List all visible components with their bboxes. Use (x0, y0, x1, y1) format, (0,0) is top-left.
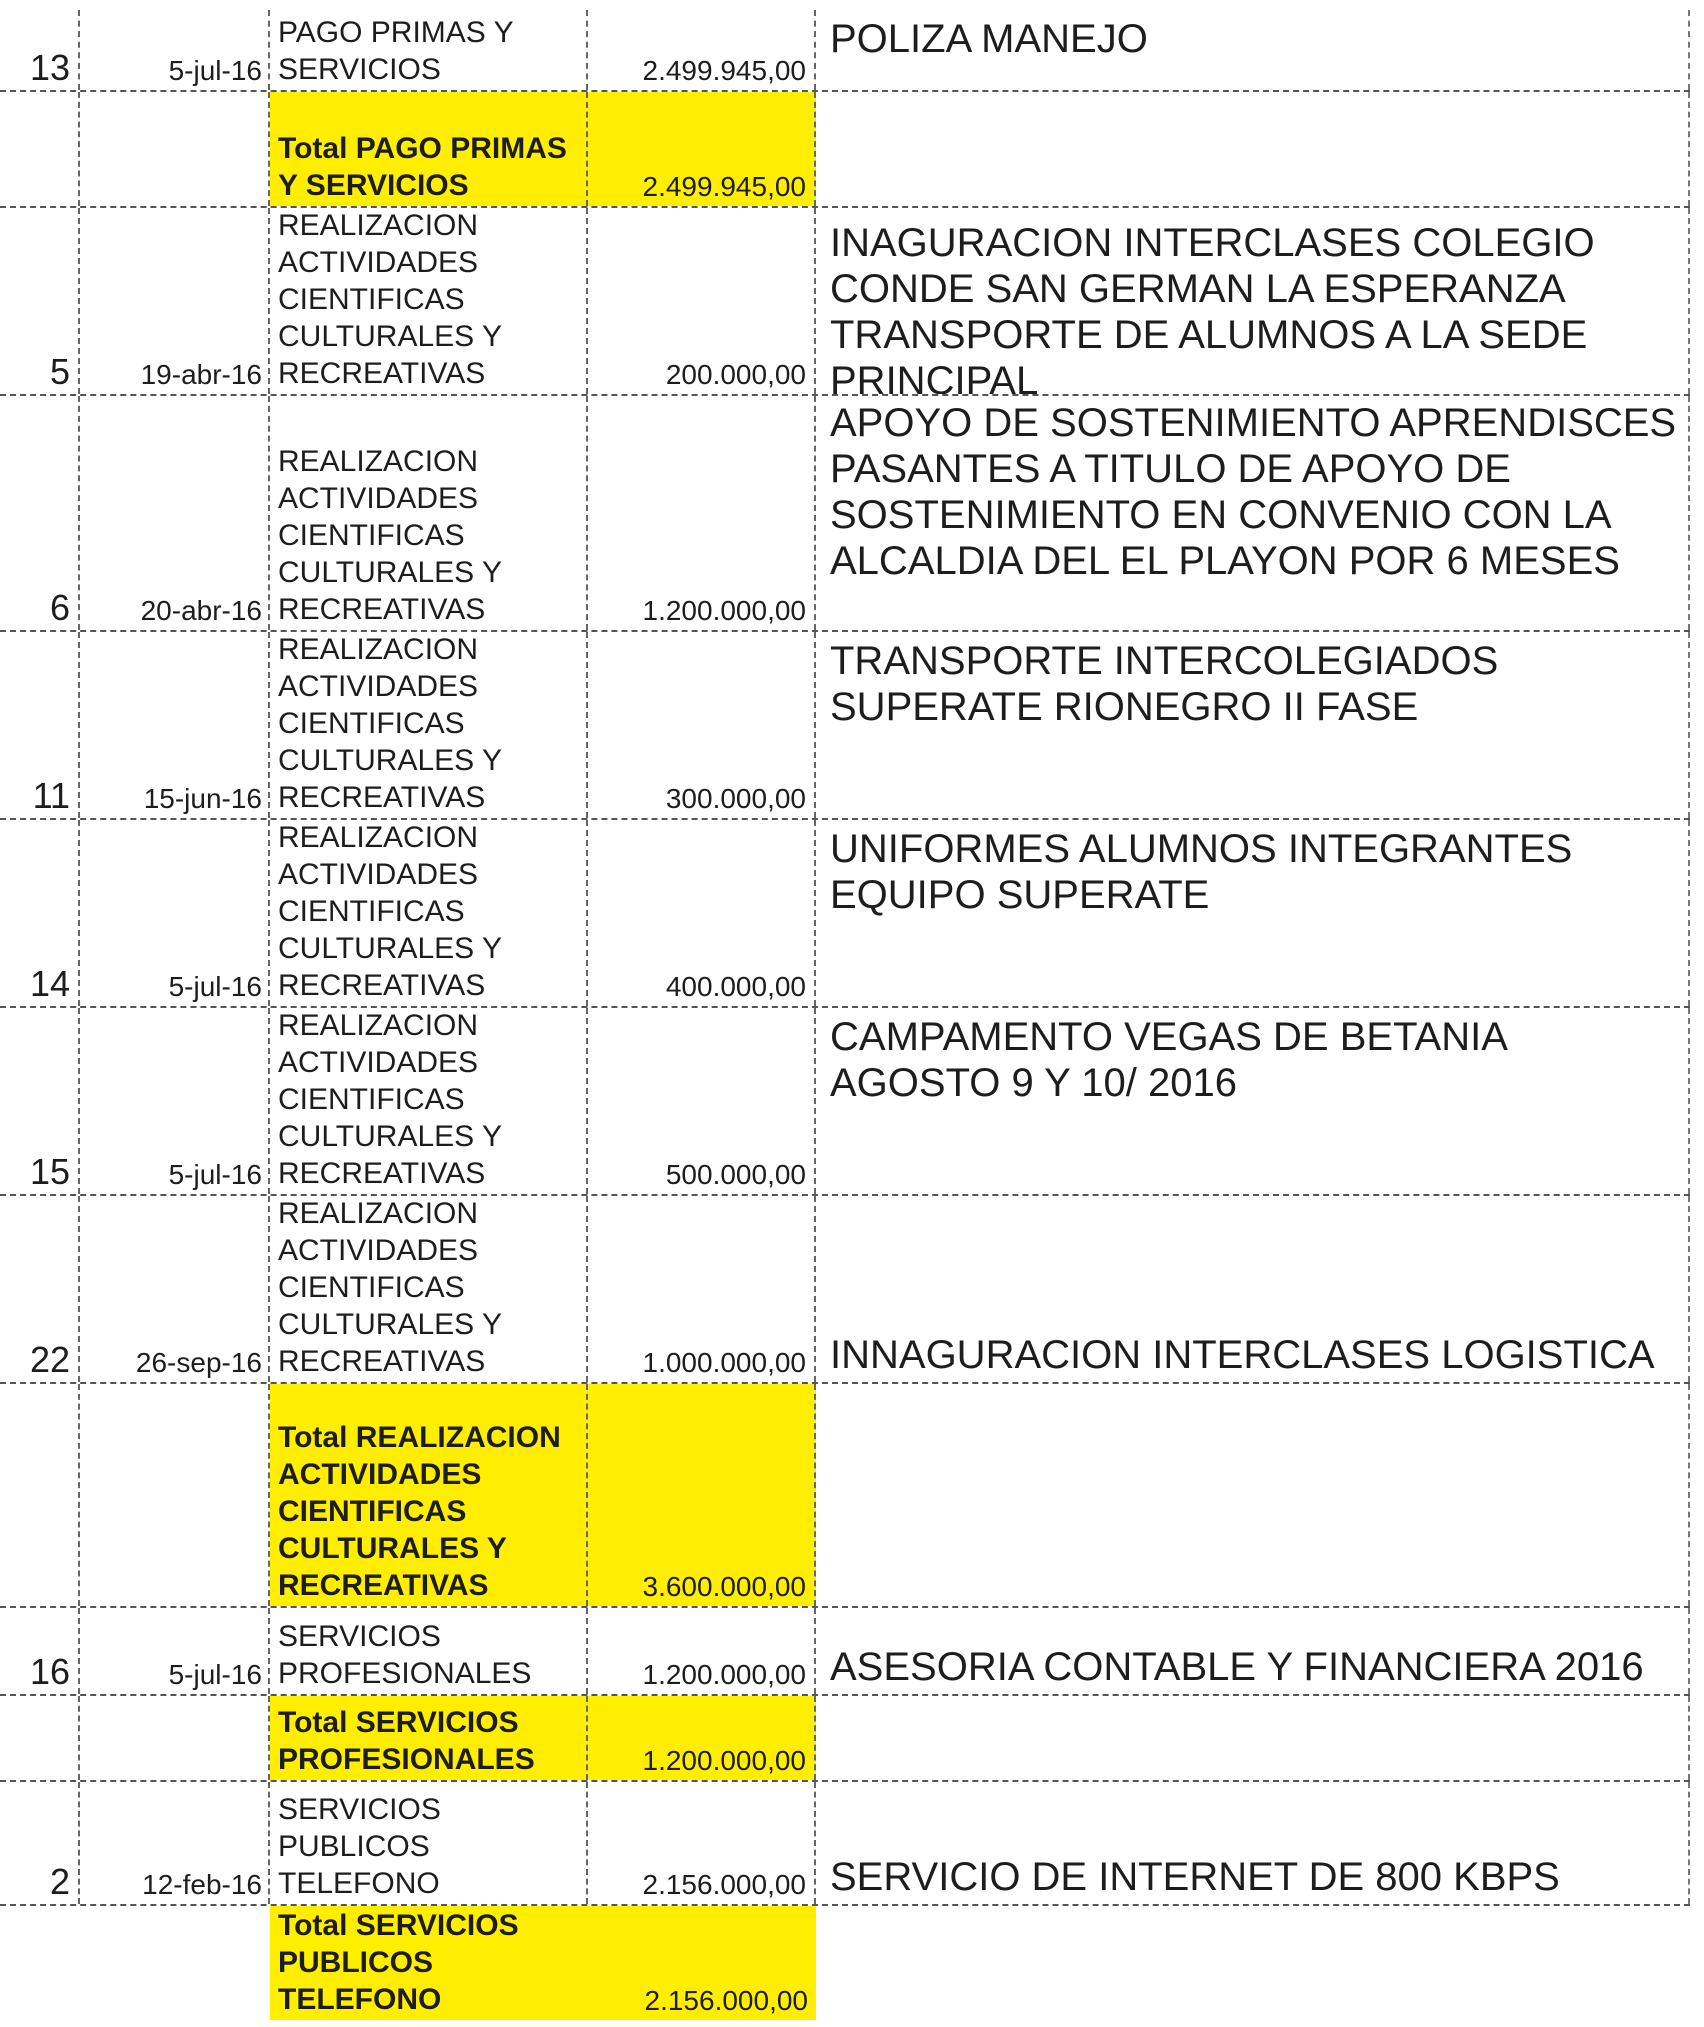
row-number: 5 (0, 208, 80, 394)
subtotal-amount: 3.600.000,00 (588, 1384, 816, 1606)
row-description: TRANSPORTE INTERCOLEGIADOS SUPERATE RIONEGRO II FASE (816, 632, 1690, 818)
row-concept: SERVICIOS PUBLICOS TELEFONO (270, 1782, 588, 1904)
row-amount: 2.156.000,00 (588, 1782, 816, 1904)
row-number: 13 (0, 10, 80, 90)
row-date: 5-jul-16 (80, 1608, 270, 1694)
row-amount: 500.000,00 (588, 1008, 816, 1194)
row-number: 11 (0, 632, 80, 818)
row-description (816, 92, 1690, 206)
row-description: POLIZA MANEJO (816, 10, 1690, 90)
row-date (80, 1384, 270, 1606)
row-number: 16 (0, 1608, 80, 1694)
row-description: INNAGURACION INTERCLASES LOGISTICA (816, 1196, 1690, 1382)
row-concept: REALIZACION ACTIVIDADES CIENTIFICAS CULTURALES Y RECREATIVAS (270, 632, 588, 818)
row-description (816, 1384, 1690, 1606)
row-description: ASESORIA CONTABLE Y FINANCIERA 2016 (816, 1608, 1690, 1694)
ledger-row (0, 1008, 1690, 1194)
row-date: 19-abr-16 (80, 208, 270, 394)
row-amount: 400.000,00 (588, 820, 816, 1006)
row-description: SERVICIO DE INTERNET DE 800 KBPS (816, 1782, 1690, 1904)
subtotal-label: Total REALIZACION ACTIVIDADES CIENTIFICAS CULTURALES Y RECREATIVAS (270, 1384, 588, 1606)
row-description: APOYO DE SOSTENIMIENTO APRENDISCES PASANTES A TITULO DE APOYO DE SOSTENIMIENTO EN CONVENIO CON LA ALCALDIA DEL EL PLAYON POR 6 MESES (816, 396, 1690, 630)
subtotal-label: Total PAGO PRIMAS Y SERVICIOS (270, 92, 588, 206)
row-concept: REALIZACION ACTIVIDADES CIENTIFICAS CULTURALES Y RECREATIVAS (270, 820, 588, 1006)
row-concept: PAGO PRIMAS Y SERVICIOS (270, 10, 588, 90)
row-number: 2 (0, 1782, 80, 1904)
row-amount: 1.200.000,00 (588, 396, 816, 630)
subtotal-amount: 2.499.945,00 (588, 92, 816, 206)
row-description: CAMPAMENTO VEGAS DE BETANIA AGOSTO 9 Y 10/ 2016 (816, 1008, 1690, 1194)
row-number (0, 92, 80, 206)
row-date (80, 1696, 270, 1780)
ledger-row (0, 10, 1690, 90)
row-date: 5-jul-16 (80, 1008, 270, 1194)
row-concept: REALIZACION ACTIVIDADES CIENTIFICAS CULTURALES Y RECREATIVAS (270, 1008, 588, 1194)
row-amount: 1.000.000,00 (588, 1196, 816, 1382)
row-date: 5-jul-16 (80, 820, 270, 1006)
row-number: 22 (0, 1196, 80, 1382)
subtotal-amount: 2.156.000,00 (588, 1906, 816, 2020)
subtotal-amount: 1.200.000,00 (588, 1696, 816, 1780)
ledger-row (0, 632, 1690, 818)
row-number: 6 (0, 396, 80, 630)
row-amount: 1.200.000,00 (588, 1608, 816, 1694)
row-concept: REALIZACION ACTIVIDADES CIENTIFICAS CULTURALES Y RECREATIVAS (270, 1196, 588, 1382)
ledger-row (0, 1196, 1690, 1382)
subtotal-row (0, 1384, 1690, 1606)
subtotal-row (0, 1906, 1690, 2020)
ledger-row (0, 1782, 1690, 1904)
ledger-row (0, 1608, 1690, 1694)
row-number (0, 1696, 80, 1780)
row-date: 5-jul-16 (80, 10, 270, 90)
row-number: 14 (0, 820, 80, 1006)
row-description (816, 1696, 1690, 1780)
row-description: INAGURACION INTERCLASES COLEGIO CONDE SAN GERMAN LA ESPERANZA TRANSPORTE DE ALUMNOS A LA SEDE PRINCIPAL (816, 208, 1690, 394)
ledger-row (0, 208, 1690, 394)
row-concept: REALIZACION ACTIVIDADES CIENTIFICAS CULTURALES Y RECREATIVAS (270, 396, 588, 630)
row-concept: REALIZACION ACTIVIDADES CIENTIFICAS CULTURALES Y RECREATIVAS (270, 208, 588, 394)
row-amount: 200.000,00 (588, 208, 816, 394)
subtotal-row (0, 92, 1690, 206)
subtotal-label: Total SERVICIOS PROFESIONALES (270, 1696, 588, 1780)
row-amount: 2.499.945,00 (588, 10, 816, 90)
row-date (80, 92, 270, 206)
row-concept: SERVICIOS PROFESIONALES (270, 1608, 588, 1694)
row-date: 26-sep-16 (80, 1196, 270, 1382)
row-number: 15 (0, 1008, 80, 1194)
row-description: UNIFORMES ALUMNOS INTEGRANTES EQUIPO SUPERATE (816, 820, 1690, 1006)
ledger-row (0, 820, 1690, 1006)
ledger-row (0, 396, 1690, 630)
row-date: 15-jun-16 (80, 632, 270, 818)
row-date: 12-feb-16 (80, 1782, 270, 1904)
row-number (0, 1384, 80, 1606)
subtotal-label: Total SERVICIOS PUBLICOS TELEFONO (270, 1906, 588, 2020)
subtotal-row (0, 1696, 1690, 1780)
row-date: 20-abr-16 (80, 396, 270, 630)
row-amount: 300.000,00 (588, 632, 816, 818)
